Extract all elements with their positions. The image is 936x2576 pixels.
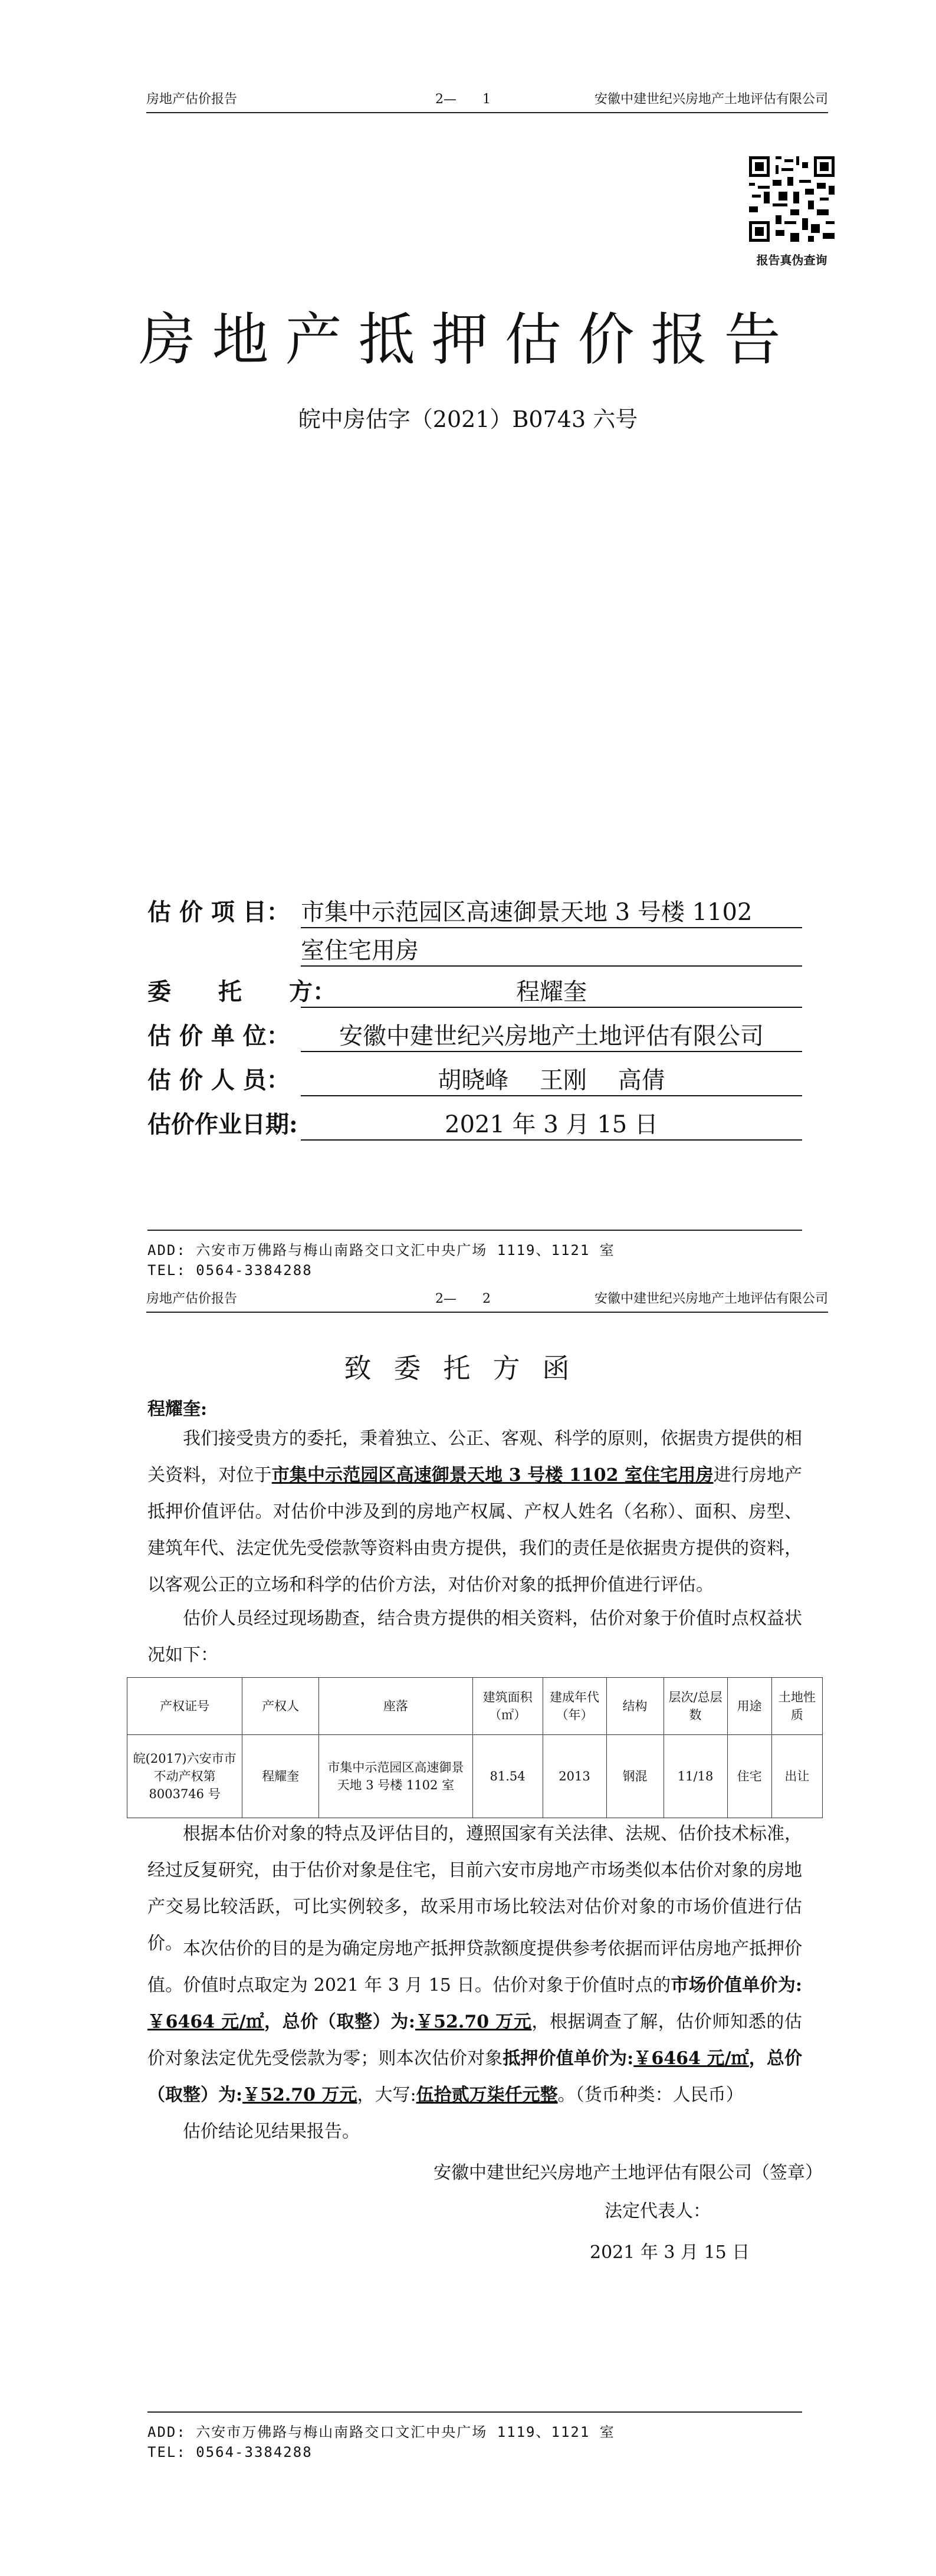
letter-title: 致委托方函 — [344, 1352, 592, 1384]
table-cell: 出让 — [771, 1735, 822, 1818]
field-client — [147, 973, 587, 1007]
paragraph-3: 根据本估价对象的特点及评估目的，遵照国家有关法律、法规、估价技术标准，经过反复研究，由于估价对象是住宅，目前六安市房地产市场类似本估价对象的房地产交易比较活跃，可比实例较多，故采用市场比较法对估价对象的市场价值进行估价。 — [147, 1823, 802, 1954]
footer-divider — [147, 1230, 802, 1231]
header-right: 安徽中建世纪兴房地产土地评估有限公司 — [594, 1292, 828, 1306]
header-page-number: 2— 1 — [435, 92, 491, 107]
footer-address: ADD: 六安市万佛路与梅山南路交口文汇中央广场 1119、1121 室 — [147, 2424, 615, 2440]
table-cell: 皖(2017)六安市市不动产权第 8003746 号 — [127, 1735, 242, 1818]
qr-code-icon[interactable] — [749, 156, 835, 242]
table-header: 土地性质 — [771, 1678, 822, 1735]
field-value-line2: 室住宅用房 — [301, 932, 802, 967]
table-header: 建筑面积（㎡） — [472, 1678, 543, 1735]
paragraph-2: 估价人员经过现场勘查，结合贵方提供的相关资料，估价对象于价值时点权益状况如下： — [147, 1608, 802, 1665]
paragraph-5: 估价结论见结果报告。 — [183, 2121, 360, 2142]
footer-tel: TEL: 0564-3384288 — [147, 1262, 313, 1279]
report-number: 皖中房估字（2021）B0743 六号 — [298, 406, 638, 432]
header-right: 安徽中建世纪兴房地产土地评估有限公司 — [594, 92, 828, 107]
field-value: 安徽中建世纪兴房地产土地评估有限公司 — [301, 1017, 802, 1052]
field-label: 估价作业日期: — [147, 1110, 298, 1138]
field-value: 胡晓峰 王刚 高倩 — [301, 1062, 802, 1096]
salutation: 程耀奎: — [147, 1399, 208, 1420]
table-header: 层次/总层数 — [664, 1678, 727, 1735]
report-title: 房地产抵押估价报告 — [139, 307, 797, 373]
field-work-date — [147, 1106, 658, 1139]
market-total-price: ￥52.70 万元 — [415, 2012, 532, 2032]
table-cell: 钢混 — [606, 1735, 664, 1818]
header-left: 房地产估价报告 — [146, 1292, 238, 1306]
table-header: 用途 — [727, 1678, 771, 1735]
table-row — [127, 1735, 823, 1818]
field-appraisers — [147, 1062, 665, 1095]
field-label: 估 价 人 员： — [147, 1066, 290, 1094]
qr-label: 报告真伪查询 — [756, 253, 827, 267]
field-project — [147, 893, 753, 927]
table-header: 产权人 — [242, 1678, 319, 1735]
field-label: 估 价 单 位： — [147, 1022, 290, 1050]
footer-divider — [147, 2411, 802, 2413]
field-value: 2021 年 3 月 15 日 — [301, 1106, 802, 1141]
property-table — [127, 1677, 823, 1818]
table-header-row — [127, 1678, 823, 1735]
header-page-number: 2— 2 — [435, 1292, 491, 1306]
page-header — [146, 88, 828, 113]
text: 本次估价的目的是为确定房地产抵押贷款额度提供参考依据而评估房地产抵押价值。价值时点取定为 2021 年 3 月 15 日。估价对象于价值时点的 — [147, 1938, 802, 1996]
table-header: 结构 — [606, 1678, 664, 1735]
table-cell: 程耀奎 — [242, 1735, 319, 1818]
table-header: 建成年代（年） — [543, 1678, 606, 1735]
table-cell: 住宅 — [727, 1735, 771, 1818]
paragraph-1 — [147, 1421, 802, 1604]
table-cell: 11/18 — [664, 1735, 727, 1818]
signature-company: 安徽中建世纪兴房地产土地评估有限公司（签章） — [433, 2163, 823, 2183]
field-label: 估 价 项 目： — [147, 898, 290, 926]
text: ，总价（取整）为: — [264, 2012, 415, 2032]
text: ，大写: — [357, 2085, 416, 2105]
page-header — [146, 1288, 828, 1313]
field-appraiser-company — [147, 1017, 764, 1051]
footer-address: ADD: 六安市万佛路与梅山南路交口文汇中央广场 1119、1121 室 — [147, 1242, 615, 1259]
table-cell: 81.54 — [472, 1735, 543, 1818]
text: ，总价（取整）为: — [147, 2048, 803, 2105]
table-header: 座落 — [319, 1678, 473, 1735]
signature-representative: 法定代表人： — [605, 2201, 711, 2222]
text: 我们接受贵方的委托，秉着独立、公正、客观、科学的原则，依据贵方提供的相关资料，对位于 — [147, 1428, 802, 1486]
table-cell: 2013 — [543, 1735, 606, 1818]
field-value: 程耀奎 — [301, 973, 802, 1008]
table-header: 产权证号 — [127, 1678, 242, 1735]
text: 市场价值单价为: — [671, 1975, 803, 1996]
field-label: 委 托 方： — [147, 978, 336, 1006]
mortgage-unit-price: ￥6464 元/㎡ — [633, 2048, 749, 2069]
amount-in-words: 伍拾贰万柒仟元整 — [416, 2085, 558, 2105]
text: 进行房地产抵押价值评估。对估价中涉及到的房地产权属、产权人姓名（名称）、面积、房型、建筑年代、法定优先受偿款等资料由贵方提供，我们的责任是依据贵方提供的资料，以客观公正的立场和科学的估价方法，对估价对象的抵押价值进行评估。 — [147, 1465, 803, 1595]
field-value-line1: 市集中示范园区高速御景天地 3 号楼 1102 — [301, 893, 802, 928]
header-left: 房地产估价报告 — [146, 92, 238, 107]
text: ，根据调查了解，估价师知悉的估价对象法定优先受偿款为零；则本次估价对象 — [147, 2012, 802, 2069]
text: 抵押价值单价为: — [503, 2048, 634, 2069]
mortgage-total-price: ￥52.70 万元 — [242, 2085, 357, 2105]
market-unit-price: ￥6464 元/㎡ — [147, 2012, 264, 2032]
letter-page — [0, 1288, 936, 2576]
table-cell: 市集中示范园区高速御景天地 3 号楼 1102 室 — [319, 1735, 473, 1818]
text: 。（货币种类：人民币） — [557, 2085, 744, 2105]
signature-date: 2021 年 3 月 15 日 — [590, 2242, 750, 2263]
paragraph-4 — [147, 1931, 802, 2114]
footer-tel: TEL: 0564-3384288 — [147, 2444, 313, 2460]
property-address: 市集中示范园区高速御景天地 3 号楼 1102 室住宅用房 — [271, 1465, 714, 1486]
